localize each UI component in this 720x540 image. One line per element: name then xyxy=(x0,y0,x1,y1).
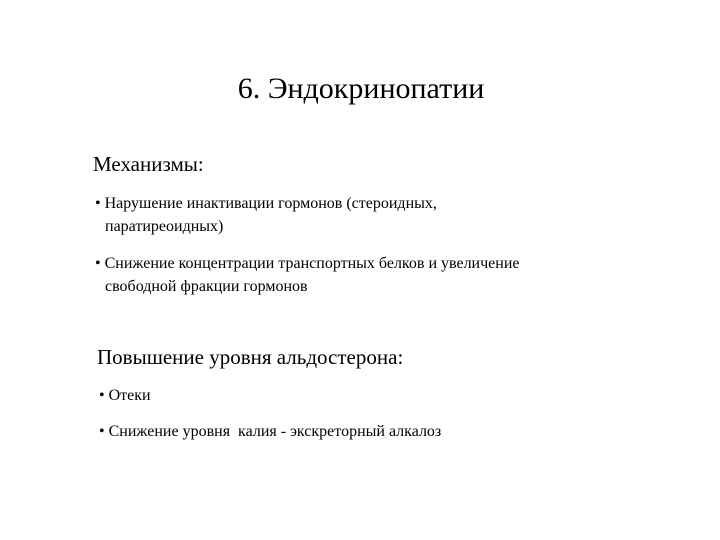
bullet-item xyxy=(95,192,655,238)
bullet-text: Нарушение инактивации гормонов (стероидных, xyxy=(104,195,437,212)
section-heading-aldosterone: Повышение уровня альдостерона: xyxy=(97,345,404,369)
bullet-marker: • xyxy=(95,195,101,212)
bullet-line xyxy=(95,252,655,275)
bullet-marker: • xyxy=(99,387,105,404)
bullet-text: Снижение концентрации транспортных белков и увеличение xyxy=(104,255,520,272)
slide-title: 6. Эндокринопатии xyxy=(237,72,485,105)
bullet-text: Отеки xyxy=(108,387,151,404)
bullet-line xyxy=(99,420,659,443)
bullet-item xyxy=(99,384,659,407)
bullet-line xyxy=(95,192,655,215)
bullet-text: Снижение уровня калия - экскреторный алкалоз xyxy=(108,423,442,440)
bullet-text-continuation: свободной фракции гормонов xyxy=(105,278,308,295)
bullet-marker: • xyxy=(99,423,105,440)
bullet-item xyxy=(95,252,655,298)
bullet-item xyxy=(99,420,659,443)
bullet-text-continuation: паратиреоидных) xyxy=(105,218,224,235)
bullet-marker: • xyxy=(95,255,101,272)
section-heading-mechanisms: Механизмы: xyxy=(93,152,204,176)
bullet-line xyxy=(99,384,659,407)
